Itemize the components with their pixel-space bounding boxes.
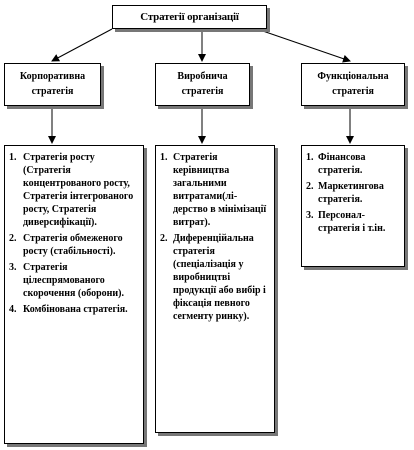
production-strategy-heading: Виробнича стратегія [177, 71, 228, 97]
corporate-strategy-list [9, 151, 139, 316]
list-item: 2. Диференційальна стратегія (спеціалізація у виробництві продукції або вибір і фіксація певного сегменту ринку). [160, 233, 266, 322]
production-strategy-list [160, 151, 270, 323]
production-strategy-box [155, 63, 250, 106]
list-item-text: Маркетингова стратегія. [318, 181, 384, 205]
functional-strategy-list [306, 151, 400, 235]
list-item-text: Персонал-стратегія і т.ін. [318, 210, 386, 234]
functional-strategy-list-box [301, 145, 405, 267]
corporate-strategy-list-box [4, 145, 144, 444]
list-item: 2. Стратегія обмеженого росту (стабільності). [9, 233, 123, 257]
functional-strategy-heading: Функціональна стратегія [317, 71, 389, 97]
list-item-text: Стратегія обмеженого росту (стабільності). [23, 233, 123, 257]
list-item: 3. Стратегія цілеспрямованого скорочення (оборони). [9, 262, 124, 299]
corporate-strategy-heading: Корпоративна стратегія [19, 71, 86, 97]
list-item: 1. Стратегія росту (Стратегія концентрованого росту, Стратегія інтегрованого росту, Стратегія диверсифікації). [9, 152, 134, 228]
arrow-to-corporate [52, 29, 112, 61]
diagram-title: Стратегії організації [140, 11, 239, 23]
list-item-text: Стратегія керівництва загальними витратами(лі-дерство в мінімізації витрат). [173, 152, 267, 228]
list-item: 1. Стратегія керівництва загальними витратами(лі-дерство в мінімізації витрат). [160, 152, 267, 228]
list-item-text: Диференційальна стратегія (спеціалізація у виробництві продукції або вибір і фіксація певного сегменту ринку). [173, 233, 266, 322]
list-item: 3. Персонал-стратегія і т.ін. [306, 210, 386, 234]
list-item-text: Стратегія цілеспрямованого скорочення (оборони). [23, 262, 124, 299]
list-item-text: Фінансова стратегія. [318, 152, 366, 176]
corporate-strategy-box [4, 63, 101, 106]
list-item: 2. Маркетингова стратегія. [306, 181, 384, 205]
list-item-text: Комбінована стратегія. [23, 304, 128, 315]
list-item-text: Стратегія росту (Стратегія концентрованого росту, Стратегія інтегрованого росту, Стратегія диверсифікації). [23, 152, 134, 228]
arrow-to-functional [257, 29, 350, 61]
production-strategy-list-box [155, 145, 275, 433]
list-item: 1. Фінансова стратегія. [306, 152, 366, 176]
list-item: 4. Комбінована стратегія. [9, 304, 128, 315]
functional-strategy-box [301, 63, 405, 106]
diagram-title-box [112, 5, 267, 29]
